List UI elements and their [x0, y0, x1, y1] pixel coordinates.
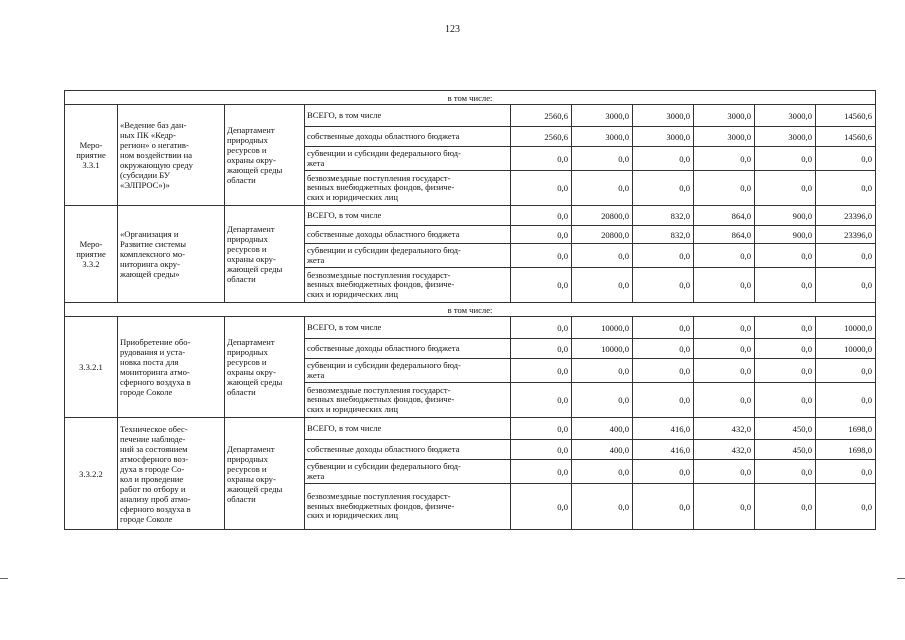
amount-cell: 0,0	[694, 460, 755, 484]
amount-cell: 10000,0	[816, 317, 876, 339]
amount-cell: 0,0	[511, 383, 572, 418]
amount-cell: 0,0	[572, 484, 633, 530]
amount-cell: 0,0	[572, 383, 633, 418]
amount-cell: 3000,0	[694, 127, 755, 147]
amount-cell: 0,0	[633, 244, 694, 268]
amount-cell: 0,0	[694, 244, 755, 268]
subtotal-band-row	[65, 303, 876, 317]
amount-cell: 0,0	[694, 383, 755, 418]
amount-cell: 864,0	[694, 226, 755, 244]
activity-code-cell: 3.3.2.1	[65, 317, 118, 418]
activity-name-cell: «Ведение баз дан- ных ПК «Кедр- регион» о негатив- ном воздействии на окружающую среду (субсидии БУ «ЭЛПРОС»)»	[118, 105, 225, 206]
amount-cell: 0,0	[572, 244, 633, 268]
amount-cell: 0,0	[816, 171, 876, 206]
amount-cell: 0,0	[816, 484, 876, 530]
amount-cell: 0,0	[816, 383, 876, 418]
table-row	[65, 317, 876, 339]
amount-cell: 3000,0	[755, 105, 816, 127]
amount-cell: 2560,6	[511, 105, 572, 127]
amount-cell: 400,0	[572, 418, 633, 440]
amount-cell: 450,0	[755, 418, 816, 440]
amount-cell: 0,0	[694, 171, 755, 206]
page-number: 123	[445, 24, 460, 35]
amount-cell: 0,0	[755, 244, 816, 268]
amount-cell: 3000,0	[755, 127, 816, 147]
amount-cell: 400,0	[572, 440, 633, 460]
amount-cell: 0,0	[755, 339, 816, 359]
funding-source-cell: безвозмездные поступления государст- венных внебюджетных фондов, физиче- ских и юридических лиц	[305, 383, 511, 418]
amount-cell: 0,0	[633, 171, 694, 206]
funding-source-cell: безвозмездные поступления государст- венных внебюджетных фондов, физиче- ских и юридических лиц	[305, 484, 511, 530]
funding-source-cell: субвенции и субсидии федерального бюд- жета	[305, 244, 511, 268]
activity-name-cell: Техническое обес- печение наблюде- ний за состоянием атмосферного воз- духа в городе Со- кол и проведение работ по отбору и анализу проб атмо- сферного воздуха в городе Соколе	[118, 418, 225, 530]
activity-name-cell: Приобретение обо- рудования и уста- новка поста для мониторинга атмо- сферного воздуха в городе Соколе	[118, 317, 225, 418]
amount-cell: 0,0	[755, 359, 816, 383]
amount-cell: 0,0	[816, 359, 876, 383]
funding-source-cell: собственные доходы областного бюджета	[305, 226, 511, 244]
amount-cell: 432,0	[694, 418, 755, 440]
amount-cell: 0,0	[755, 147, 816, 171]
amount-cell: 1698,0	[816, 440, 876, 460]
amount-cell: 0,0	[511, 339, 572, 359]
amount-cell: 14560,6	[816, 105, 876, 127]
amount-cell: 0,0	[633, 268, 694, 303]
amount-cell: 0,0	[694, 339, 755, 359]
amount-cell: 0,0	[816, 244, 876, 268]
amount-cell: 0,0	[572, 359, 633, 383]
amount-cell: 10000,0	[572, 317, 633, 339]
funding-source-cell: собственные доходы областного бюджета	[305, 127, 511, 147]
amount-cell: 416,0	[633, 418, 694, 440]
funding-source-cell: безвозмездные поступления государст- венных внебюджетных фондов, физиче- ских и юридических лиц	[305, 171, 511, 206]
amount-cell: 0,0	[816, 268, 876, 303]
funding-source-cell: собственные доходы областного бюджета	[305, 339, 511, 359]
funding-source-cell: субвенции и субсидии федерального бюд- жета	[305, 147, 511, 171]
amount-cell: 0,0	[511, 171, 572, 206]
amount-cell: 416,0	[633, 440, 694, 460]
budget-table	[64, 90, 876, 530]
amount-cell: 20800,0	[572, 226, 633, 244]
amount-cell: 0,0	[755, 268, 816, 303]
table-row	[65, 206, 876, 226]
amount-cell: 0,0	[572, 460, 633, 484]
amount-cell: 0,0	[511, 359, 572, 383]
amount-cell: 2560,6	[511, 127, 572, 147]
amount-cell: 0,0	[511, 460, 572, 484]
funding-source-cell: ВСЕГО, в том числе	[305, 105, 511, 127]
amount-cell: 0,0	[511, 147, 572, 171]
amount-cell: 14560,6	[816, 127, 876, 147]
responsible-department-cell: Департамент природных ресурсов и охраны окру- жающей среды области	[225, 105, 305, 206]
amount-cell: 0,0	[511, 206, 572, 226]
table-row	[65, 105, 876, 127]
amount-cell: 0,0	[633, 460, 694, 484]
subtotal-band-label: в том числе:	[65, 303, 876, 317]
amount-cell: 0,0	[511, 244, 572, 268]
amount-cell: 3000,0	[633, 127, 694, 147]
amount-cell: 0,0	[511, 484, 572, 530]
amount-cell: 0,0	[755, 460, 816, 484]
amount-cell: 0,0	[633, 484, 694, 530]
amount-cell: 0,0	[511, 268, 572, 303]
amount-cell: 3000,0	[633, 105, 694, 127]
amount-cell: 0,0	[694, 268, 755, 303]
amount-cell: 0,0	[755, 383, 816, 418]
responsible-department-cell: Департамент природных ресурсов и охраны окру- жающей среды области	[225, 317, 305, 418]
amount-cell: 0,0	[694, 317, 755, 339]
amount-cell: 0,0	[511, 440, 572, 460]
amount-cell: 0,0	[633, 339, 694, 359]
responsible-department-cell: Департамент природных ресурсов и охраны окру- жающей среды области	[225, 206, 305, 303]
amount-cell: 0,0	[694, 484, 755, 530]
amount-cell: 3000,0	[572, 105, 633, 127]
amount-cell: 0,0	[633, 383, 694, 418]
funding-source-cell: субвенции и субсидии федерального бюд- жета	[305, 460, 511, 484]
amount-cell: 832,0	[633, 226, 694, 244]
amount-cell: 0,0	[572, 147, 633, 171]
funding-source-cell: безвозмездные поступления государст- венных внебюджетных фондов, физиче- ских и юридических лиц	[305, 268, 511, 303]
subtotal-band-row	[65, 91, 876, 105]
amount-cell: 0,0	[633, 359, 694, 383]
amount-cell: 0,0	[694, 359, 755, 383]
activity-code-cell: Меро- приятие 3.3.1	[65, 105, 118, 206]
amount-cell: 0,0	[755, 484, 816, 530]
amount-cell: 0,0	[816, 147, 876, 171]
amount-cell: 0,0	[572, 268, 633, 303]
amount-cell: 20800,0	[572, 206, 633, 226]
funding-source-cell: ВСЕГО, в том числе	[305, 206, 511, 226]
funding-source-cell: субвенции и субсидии федерального бюд- жета	[305, 359, 511, 383]
funding-source-cell: ВСЕГО, в том числе	[305, 418, 511, 440]
cut-mark-right	[897, 578, 905, 579]
activity-name-cell: «Организация и Развитие системы комплексного мо- ниторинга окру- жающей среды»	[118, 206, 225, 303]
amount-cell: 0,0	[816, 460, 876, 484]
amount-cell: 864,0	[694, 206, 755, 226]
activity-code-cell: 3.3.2.2	[65, 418, 118, 530]
amount-cell: 900,0	[755, 226, 816, 244]
amount-cell: 1698,0	[816, 418, 876, 440]
amount-cell: 0,0	[511, 317, 572, 339]
amount-cell: 10000,0	[816, 339, 876, 359]
table-row	[65, 418, 876, 440]
amount-cell: 450,0	[755, 440, 816, 460]
amount-cell: 0,0	[633, 317, 694, 339]
funding-source-cell: ВСЕГО, в том числе	[305, 317, 511, 339]
amount-cell: 0,0	[572, 171, 633, 206]
amount-cell: 23396,0	[816, 206, 876, 226]
cut-mark-left	[0, 578, 8, 579]
amount-cell: 432,0	[694, 440, 755, 460]
activity-code-cell: Меро- приятие 3.3.2	[65, 206, 118, 303]
amount-cell: 0,0	[755, 317, 816, 339]
amount-cell: 0,0	[755, 171, 816, 206]
amount-cell: 10000,0	[572, 339, 633, 359]
amount-cell: 3000,0	[694, 105, 755, 127]
amount-cell: 0,0	[694, 147, 755, 171]
amount-cell: 23396,0	[816, 226, 876, 244]
amount-cell: 0,0	[633, 147, 694, 171]
amount-cell: 3000,0	[572, 127, 633, 147]
amount-cell: 832,0	[633, 206, 694, 226]
subtotal-band-label: в том числе:	[65, 91, 876, 105]
responsible-department-cell: Департамент природных ресурсов и охраны окру- жающей среды области	[225, 418, 305, 530]
amount-cell: 0,0	[511, 418, 572, 440]
amount-cell: 0,0	[511, 226, 572, 244]
amount-cell: 900,0	[755, 206, 816, 226]
funding-source-cell: собственные доходы областного бюджета	[305, 440, 511, 460]
